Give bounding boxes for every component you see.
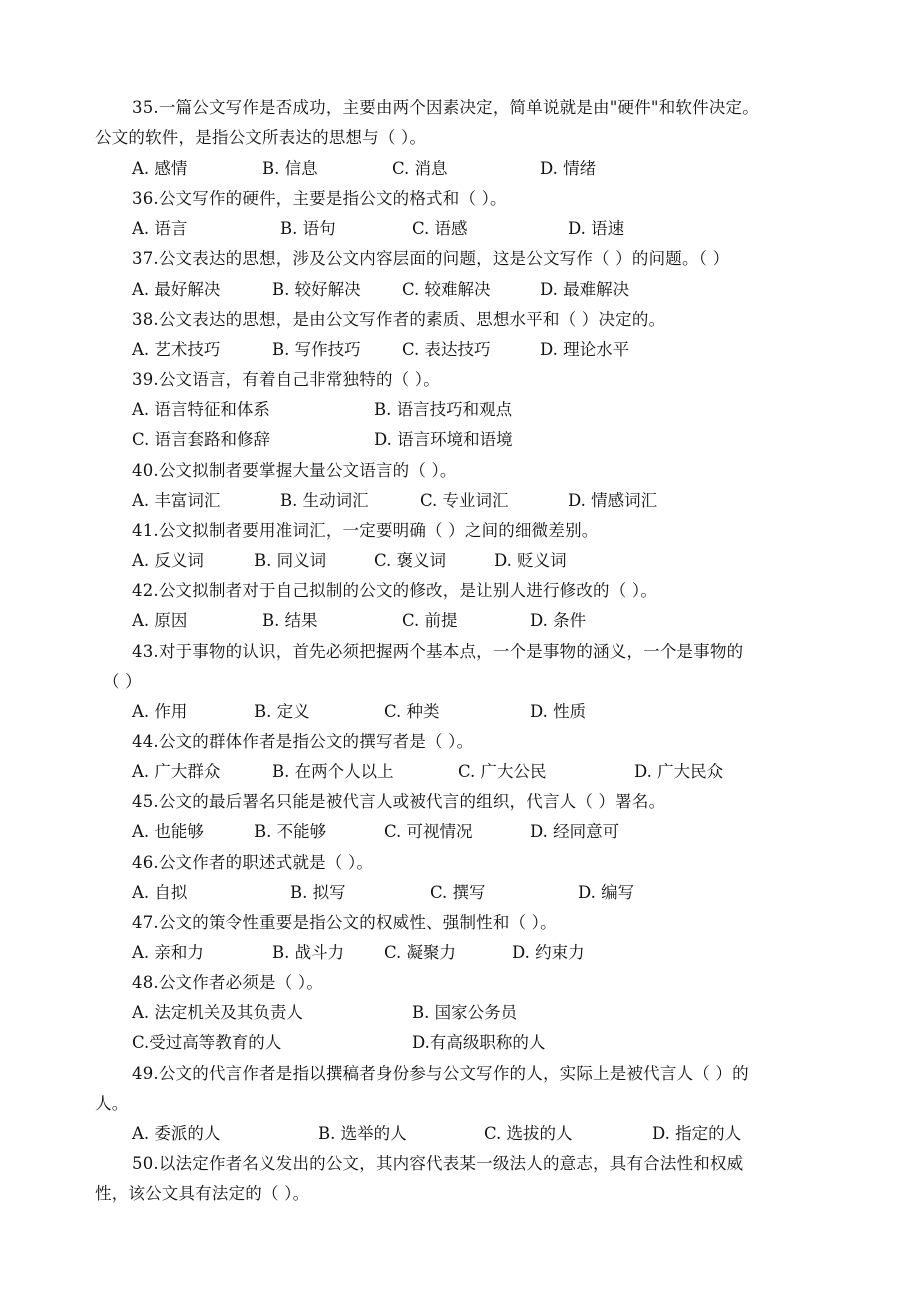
question-48-text: 48.公文作者必须是（ ）。	[132, 973, 324, 992]
q46-option-c: C. 撰写	[430, 883, 486, 902]
question-46-text: 46.公文作者的职述式就是（ ）。	[132, 853, 374, 872]
q48-option-d: D.有高级职称的人	[412, 1033, 546, 1052]
q39-option-b: B. 语言技巧和观点	[374, 400, 513, 419]
q36-option-a: A. 语言	[132, 219, 188, 238]
q45-option-b: B. 不能够	[254, 822, 327, 841]
question-47-text: 47.公文的策令性重要是指公文的权威性、强制性和（ ）。	[132, 913, 557, 932]
question-49-text: 49.公文的代言作者是指以撰稿者身份参与公文写作的人，实际上是被代言人（ ）的	[132, 1064, 749, 1083]
question-36-text: 36.公文写作的硬件，主要是指公文的格式和（ ）。	[132, 189, 507, 208]
q44-option-a: A. 广大群众	[132, 762, 221, 781]
q44-option-b: B. 在两个人以上	[272, 762, 394, 781]
q45-option-d: D. 经同意可	[530, 822, 620, 841]
q49-option-d: D. 指定的人	[652, 1124, 742, 1143]
q46-option-a: A. 自拟	[132, 883, 188, 902]
question-43-text: 43.对于事物的认识，首先必须把握两个基本点，一个是事物的涵义，一个是事物的	[132, 642, 744, 661]
q39-option-c: C. 语言套路和修辞	[132, 430, 271, 449]
q38-option-b: B. 写作技巧	[272, 340, 361, 359]
q46-option-d: D. 编写	[578, 883, 635, 902]
question-35-text-cont: 公文的软件，是指公文所表达的思想与（ ）。	[95, 128, 427, 147]
question-50-text-cont: 性，该公文具有法定的（ ）。	[95, 1184, 310, 1203]
q39-option-a: A. 语言特征和体系	[132, 400, 270, 419]
q37-option-b: B. 较好解决	[272, 280, 361, 299]
q44-option-c: C. 广大公民	[458, 762, 547, 781]
q43-option-a: A. 作用	[132, 702, 188, 721]
q48-option-a: A. 法定机关及其负责人	[132, 1003, 303, 1022]
q45-option-a: A. 也能够	[132, 822, 204, 841]
q42-option-b: B. 结果	[262, 611, 318, 630]
q40-option-d: D. 情感词汇	[568, 491, 658, 510]
q36-option-d: D. 语速	[568, 219, 625, 238]
q41-option-b: B. 同义词	[254, 551, 327, 570]
q43-option-c: C. 种类	[384, 702, 440, 721]
question-35-text: 35.一篇公文写作是否成功，主要由两个因素决定，简单说就是由"硬件"和软件决定。	[132, 98, 759, 117]
q49-option-c: C. 选拔的人	[484, 1124, 573, 1143]
question-50-text: 50.以法定作者名义发出的公文，其内容代表某一级法人的意志，具有合法性和权威	[132, 1154, 744, 1173]
q35-option-d: D. 情绪	[540, 159, 597, 178]
question-38-text: 38.公文表达的思想，是由公文写作者的素质、思想水平和（ ）决定的。	[132, 310, 666, 329]
q47-option-c: C. 凝聚力	[384, 943, 457, 962]
q36-option-b: B. 语句	[280, 219, 336, 238]
question-43-text-cont: （ ）	[103, 672, 142, 691]
question-37-text: 37.公文表达的思想，涉及公文内容层面的问题，这是公文写作（ ）的问题。（ ）	[132, 249, 730, 268]
q40-option-c: C. 专业词汇	[420, 491, 509, 510]
q35-option-b: B. 信息	[262, 159, 318, 178]
question-39-text: 39.公文语言，有着自己非常独特的（ ）。	[132, 370, 440, 389]
question-42-text: 42.公文拟制者对于自己拟制的公文的修改，是让别人进行修改的（ ）。	[132, 581, 658, 600]
q49-option-a: A. 委派的人	[132, 1124, 221, 1143]
q39-option-d: D. 语言环境和语境	[374, 430, 513, 449]
q44-option-d: D. 广大民众	[634, 762, 724, 781]
question-45-text: 45.公文的最后署名只能是被代言人或被代言的组织，代言人（ ）署名。	[132, 792, 666, 811]
q37-option-a: A. 最好解决	[132, 280, 221, 299]
q47-option-d: D. 约束力	[512, 943, 585, 962]
q38-option-a: A. 艺术技巧	[132, 340, 221, 359]
question-40-text: 40.公文拟制者要掌握大量公文语言的（ ）。	[132, 461, 457, 480]
q40-option-b: B. 生动词汇	[280, 491, 369, 510]
q48-option-b: B. 国家公务员	[412, 1003, 518, 1022]
q37-option-d: D. 最难解决	[540, 280, 630, 299]
q48-option-c: C.受过高等教育的人	[132, 1033, 282, 1052]
q35-option-a: A. 感情	[132, 159, 188, 178]
q46-option-b: B. 拟写	[290, 883, 346, 902]
q42-option-c: C. 前提	[402, 611, 458, 630]
q43-option-b: B. 定义	[254, 702, 310, 721]
question-41-text: 41.公文拟制者要用准词汇，一定要明确（ ）之间的细微差别。	[132, 521, 599, 540]
q40-option-a: A. 丰富词汇	[132, 491, 221, 510]
q35-option-c: C. 消息	[392, 159, 448, 178]
q37-option-c: C. 较难解决	[402, 280, 491, 299]
q38-option-c: C. 表达技巧	[402, 340, 491, 359]
q41-option-a: A. 反义词	[132, 551, 204, 570]
q47-option-a: A. 亲和力	[132, 943, 204, 962]
q45-option-c: C. 可视情况	[384, 822, 473, 841]
q43-option-d: D. 性质	[530, 702, 587, 721]
q41-option-c: C. 褒义词	[374, 551, 447, 570]
question-49-text-cont: 人。	[95, 1094, 129, 1113]
q36-option-c: C. 语感	[412, 219, 468, 238]
question-44-text: 44.公文的群体作者是指公文的撰写者是（ ）。	[132, 732, 474, 751]
q47-option-b: B. 战斗力	[272, 943, 345, 962]
q41-option-d: D. 贬义词	[494, 551, 567, 570]
q38-option-d: D. 理论水平	[540, 340, 630, 359]
q42-option-a: A. 原因	[132, 611, 188, 630]
q49-option-b: B. 选举的人	[318, 1124, 407, 1143]
q42-option-d: D. 条件	[530, 611, 587, 630]
